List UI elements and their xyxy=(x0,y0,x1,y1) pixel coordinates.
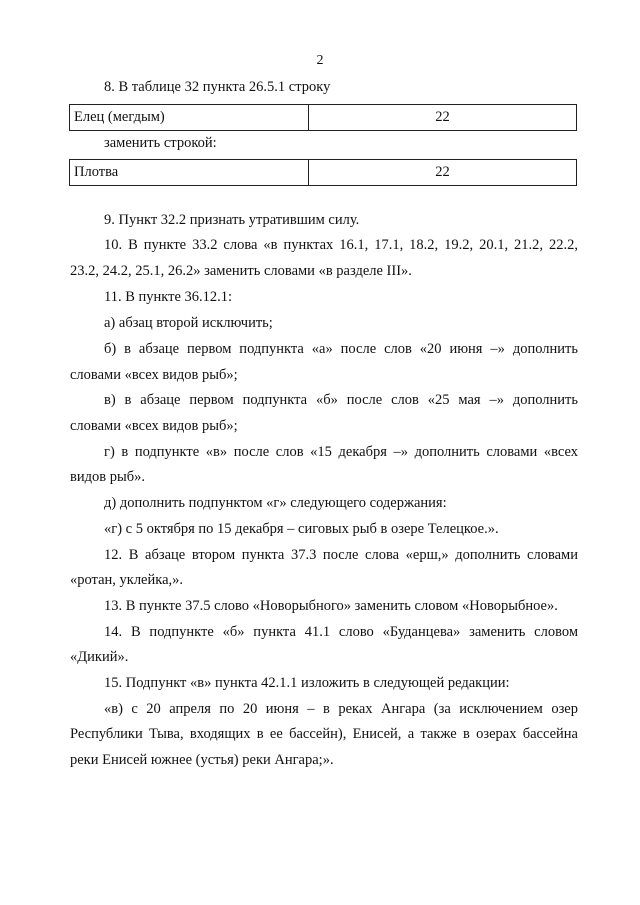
table-cell-fish-name: Елец (мегдым) xyxy=(70,105,309,130)
paragraph-15: 15. Подпункт «в» пункта 42.1.1 изложить в следующей редакции: xyxy=(104,675,510,691)
paragraph-10-line-1: 10. В пункте 33.2 слова «в пунктах 16.1, 17.1, 18.2, 19.2, 20.1, 21.2, 22.2, xyxy=(104,237,578,253)
paragraph-15-quote-line-1: «в) с 20 апреля по 20 июня – в реках Ангара (за исключением озер xyxy=(104,701,578,717)
table-cell-value: 22 xyxy=(435,109,450,125)
paragraph-11-a: а) абзац второй исключить; xyxy=(104,315,273,331)
paragraph-14-line-1: 14. В подпункте «б» пункта 41.1 слово «Буданцева» заменить словом xyxy=(104,624,578,640)
paragraph-12-line-2: «ротан, уклейка,». xyxy=(70,572,184,588)
paragraph-15-quote-line-3: реки Енисей южнее (устья) реки Ангара;». xyxy=(70,752,334,768)
paragraph-13: 13. В пункте 37.5 слово «Новорыбного» заменить словом «Новорыбное». xyxy=(104,598,558,614)
paragraph-12-line-1: 12. В абзаце втором пункта 37.3 после слова «ерш,» дополнить словами xyxy=(104,547,578,563)
table-old-row xyxy=(69,104,577,131)
paragraph-11-d-line-2: видов рыб». xyxy=(70,469,145,485)
paragraph-11-e-quote: «г) с 5 октября по 15 декабря – сиговых рыб в озере Телецкое.». xyxy=(104,521,499,537)
paragraph-11-b-line-1: б) в абзаце первом подпункта «а» после слов «20 июня –» дополнить xyxy=(104,341,578,357)
paragraph-11-d-line-1: г) в подпункте «в» после слов «15 декабря –» дополнить словами «всех xyxy=(104,444,578,460)
table-cell-value: 22 xyxy=(435,164,450,180)
page-number: 2 xyxy=(316,53,324,68)
table-cell-fish-name: Плотва xyxy=(70,160,309,185)
paragraph-11-b-line-2: словами «всех видов рыб»; xyxy=(70,367,238,383)
paragraph-11-c-line-2: словами «всех видов рыб»; xyxy=(70,418,238,434)
paragraph-14-line-2: «Дикий». xyxy=(70,649,129,665)
paragraph-11: 11. В пункте 36.12.1: xyxy=(104,289,233,305)
paragraph-9: 9. Пункт 32.2 признать утратившим силу. xyxy=(104,212,360,228)
paragraph-8-replace: заменить строкой: xyxy=(104,135,217,151)
paragraph-8: 8. В таблице 32 пункта 26.5.1 строку xyxy=(104,79,331,95)
table-new-row xyxy=(69,159,577,186)
paragraph-10-line-2: 23.2, 24.2, 25.1, 26.2» заменить словами «в разделе III». xyxy=(70,263,412,279)
paragraph-15-quote-line-2: Республики Тыва, входящих в ее бассейн), Енисей, а также в озерах бассейна xyxy=(70,726,578,742)
paragraph-11-c-line-1: в) в абзаце первом подпункта «б» после слов «25 мая –» дополнить xyxy=(104,392,578,408)
paragraph-11-e: д) дополнить подпунктом «г» следующего содержания: xyxy=(104,495,447,511)
